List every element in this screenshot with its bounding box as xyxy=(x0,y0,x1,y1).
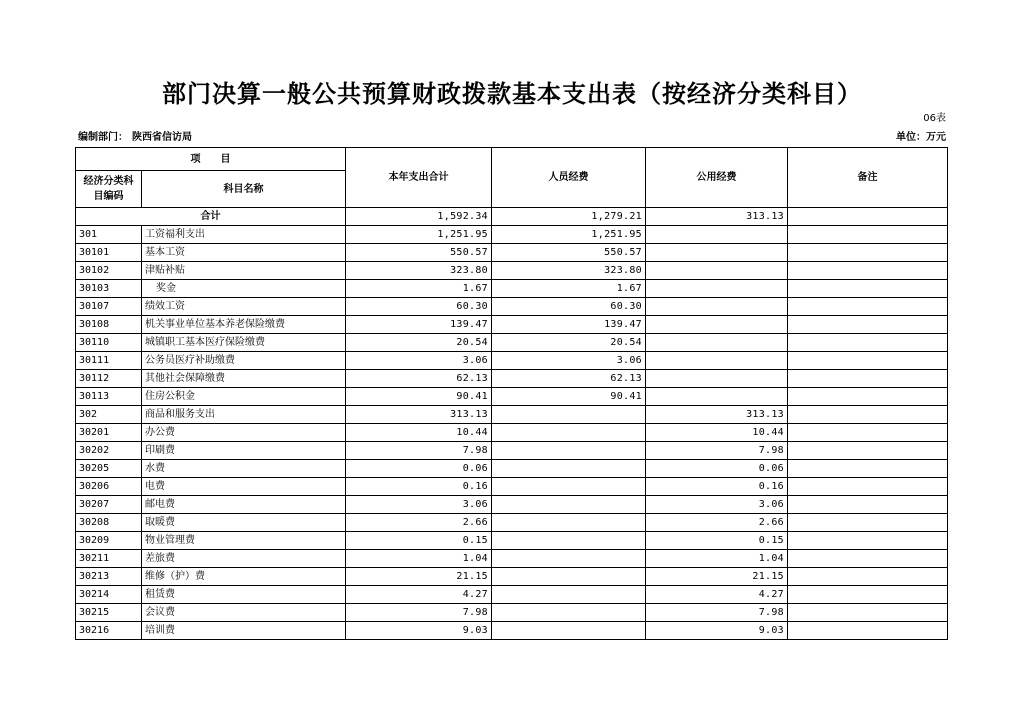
row-public xyxy=(646,280,788,298)
row-total: 2.66 xyxy=(346,514,492,532)
row-remark xyxy=(788,316,948,334)
row-public: 7.98 xyxy=(646,442,788,460)
row-remark xyxy=(788,622,948,640)
row-remark xyxy=(788,226,948,244)
row-public: 3.06 xyxy=(646,496,788,514)
row-personnel xyxy=(492,550,646,568)
row-name: 租赁费 xyxy=(142,586,346,604)
table-row xyxy=(76,352,948,370)
row-total: 9.03 xyxy=(346,622,492,640)
header-total: 本年支出合计 xyxy=(346,148,492,208)
row-total: 20.54 xyxy=(346,334,492,352)
row-code: 30202 xyxy=(76,442,142,460)
row-name: 物业管理费 xyxy=(142,532,346,550)
table-row xyxy=(76,370,948,388)
row-code: 30214 xyxy=(76,586,142,604)
row-total: 7.98 xyxy=(346,604,492,622)
row-public: 7.98 xyxy=(646,604,788,622)
table-row xyxy=(76,460,948,478)
row-personnel: 1,251.95 xyxy=(492,226,646,244)
table-row xyxy=(76,568,948,586)
department-label: 编制部门： xyxy=(78,132,128,143)
row-code: 30216 xyxy=(76,622,142,640)
row-total: 1.67 xyxy=(346,280,492,298)
table-row xyxy=(76,514,948,532)
table-row xyxy=(76,334,948,352)
row-total: 1.04 xyxy=(346,550,492,568)
row-total: 313.13 xyxy=(346,406,492,424)
total-label: 合计 xyxy=(76,208,346,226)
row-personnel xyxy=(492,604,646,622)
row-code: 30112 xyxy=(76,370,142,388)
row-name: 基本工资 xyxy=(142,244,346,262)
row-public: 2.66 xyxy=(646,514,788,532)
header-remark: 备注 xyxy=(788,148,948,208)
header-personnel: 人员经费 xyxy=(492,148,646,208)
row-remark xyxy=(788,298,948,316)
row-code: 30113 xyxy=(76,388,142,406)
row-personnel: 90.41 xyxy=(492,388,646,406)
table-row xyxy=(76,244,948,262)
row-public: 9.03 xyxy=(646,622,788,640)
row-personnel: 20.54 xyxy=(492,334,646,352)
row-personnel xyxy=(492,406,646,424)
row-name: 会议费 xyxy=(142,604,346,622)
row-name: 机关事业单位基本养老保险缴费 xyxy=(142,316,346,334)
row-total: 4.27 xyxy=(346,586,492,604)
row-name: 邮电费 xyxy=(142,496,346,514)
table-row xyxy=(76,532,948,550)
header-public: 公用经费 xyxy=(646,148,788,208)
row-personnel: 3.06 xyxy=(492,352,646,370)
row-name: 城镇职工基本医疗保险缴费 xyxy=(142,334,346,352)
table-row xyxy=(76,406,948,424)
row-public xyxy=(646,316,788,334)
row-total: 7.98 xyxy=(346,442,492,460)
row-personnel xyxy=(492,424,646,442)
row-code: 30206 xyxy=(76,478,142,496)
row-name: 工资福利支出 xyxy=(142,226,346,244)
row-total: 550.57 xyxy=(346,244,492,262)
row-public: 313.13 xyxy=(646,406,788,424)
row-name: 差旅费 xyxy=(142,550,346,568)
total-amount: 1,592.34 xyxy=(346,208,492,226)
table-row xyxy=(76,280,948,298)
row-personnel xyxy=(492,442,646,460)
unit-label: 单位：万元 xyxy=(896,132,946,143)
row-code: 30215 xyxy=(76,604,142,622)
row-total: 62.13 xyxy=(346,370,492,388)
page-title: 部门决算一般公共预算财政拨款基本支出表（按经济分类科目） xyxy=(162,80,862,108)
row-remark xyxy=(788,568,948,586)
row-personnel: 550.57 xyxy=(492,244,646,262)
row-public xyxy=(646,388,788,406)
row-name: 住房公积金 xyxy=(142,388,346,406)
row-remark xyxy=(788,514,948,532)
table-row xyxy=(76,262,948,280)
row-code: 30103 xyxy=(76,280,142,298)
row-public: 0.15 xyxy=(646,532,788,550)
row-total: 0.15 xyxy=(346,532,492,550)
form-number: 06表 xyxy=(923,113,946,124)
row-public xyxy=(646,298,788,316)
row-name: 绩效工资 xyxy=(142,298,346,316)
row-personnel: 139.47 xyxy=(492,316,646,334)
row-public: 0.16 xyxy=(646,478,788,496)
table-row xyxy=(76,424,948,442)
table-row xyxy=(76,298,948,316)
row-code: 30102 xyxy=(76,262,142,280)
total-public: 313.13 xyxy=(646,208,788,226)
row-name: 电费 xyxy=(142,478,346,496)
row-remark xyxy=(788,334,948,352)
row-public xyxy=(646,370,788,388)
row-code: 30108 xyxy=(76,316,142,334)
row-remark xyxy=(788,478,948,496)
row-remark xyxy=(788,406,948,424)
row-code: 30213 xyxy=(76,568,142,586)
total-personnel: 1,279.21 xyxy=(492,208,646,226)
row-personnel: 323.80 xyxy=(492,262,646,280)
row-total: 3.06 xyxy=(346,496,492,514)
row-remark xyxy=(788,262,948,280)
row-code: 30107 xyxy=(76,298,142,316)
row-personnel xyxy=(492,514,646,532)
row-name: 取暖费 xyxy=(142,514,346,532)
row-total: 21.15 xyxy=(346,568,492,586)
total-row xyxy=(76,208,948,226)
row-code: 30207 xyxy=(76,496,142,514)
row-remark xyxy=(788,244,948,262)
row-public xyxy=(646,226,788,244)
row-code: 30201 xyxy=(76,424,142,442)
table-row xyxy=(76,604,948,622)
row-total: 139.47 xyxy=(346,316,492,334)
row-public xyxy=(646,334,788,352)
department-line xyxy=(78,128,192,143)
row-personnel xyxy=(492,478,646,496)
table-row xyxy=(76,316,948,334)
header-project: 项 目 xyxy=(76,148,346,171)
row-public: 0.06 xyxy=(646,460,788,478)
row-remark xyxy=(788,496,948,514)
row-code: 30205 xyxy=(76,460,142,478)
row-public: 4.27 xyxy=(646,586,788,604)
row-public xyxy=(646,352,788,370)
row-code: 301 xyxy=(76,226,142,244)
row-remark xyxy=(788,550,948,568)
row-total: 323.80 xyxy=(346,262,492,280)
row-public: 10.44 xyxy=(646,424,788,442)
row-total: 60.30 xyxy=(346,298,492,316)
table-row xyxy=(76,550,948,568)
row-remark xyxy=(788,442,948,460)
row-public: 1.04 xyxy=(646,550,788,568)
row-name: 奖金 xyxy=(142,280,346,298)
row-name: 商品和服务支出 xyxy=(142,406,346,424)
row-remark xyxy=(788,604,948,622)
table-row xyxy=(76,496,948,514)
row-total: 90.41 xyxy=(346,388,492,406)
row-remark xyxy=(788,370,948,388)
table-row xyxy=(76,442,948,460)
row-name: 公务员医疗补助缴费 xyxy=(142,352,346,370)
row-remark xyxy=(788,352,948,370)
row-personnel xyxy=(492,460,646,478)
row-personnel xyxy=(492,568,646,586)
row-total: 10.44 xyxy=(346,424,492,442)
row-remark xyxy=(788,280,948,298)
row-total: 1,251.95 xyxy=(346,226,492,244)
row-name: 办公费 xyxy=(142,424,346,442)
row-code: 30209 xyxy=(76,532,142,550)
row-total: 0.16 xyxy=(346,478,492,496)
row-name: 培训费 xyxy=(142,622,346,640)
table-row xyxy=(76,586,948,604)
row-personnel xyxy=(492,496,646,514)
header-code: 经济分类科目编码 xyxy=(76,171,142,208)
row-code: 30211 xyxy=(76,550,142,568)
row-code: 30111 xyxy=(76,352,142,370)
row-public xyxy=(646,262,788,280)
row-remark xyxy=(788,532,948,550)
table-row xyxy=(76,388,948,406)
expenditure-table xyxy=(75,147,948,640)
row-personnel: 62.13 xyxy=(492,370,646,388)
row-public xyxy=(646,244,788,262)
row-name: 印刷费 xyxy=(142,442,346,460)
row-code: 302 xyxy=(76,406,142,424)
row-total: 3.06 xyxy=(346,352,492,370)
row-name: 维修（护）费 xyxy=(142,568,346,586)
header-name: 科目名称 xyxy=(142,171,346,208)
row-total: 0.06 xyxy=(346,460,492,478)
row-code: 30208 xyxy=(76,514,142,532)
table-row xyxy=(76,226,948,244)
row-remark xyxy=(788,460,948,478)
row-remark xyxy=(788,424,948,442)
row-code: 30101 xyxy=(76,244,142,262)
row-remark xyxy=(788,388,948,406)
department-name: 陕西省信访局 xyxy=(132,132,192,143)
row-personnel xyxy=(492,586,646,604)
total-remark xyxy=(788,208,948,226)
row-code: 30110 xyxy=(76,334,142,352)
row-personnel xyxy=(492,622,646,640)
row-personnel xyxy=(492,532,646,550)
row-remark xyxy=(788,586,948,604)
table-row xyxy=(76,622,948,640)
row-name: 津贴补贴 xyxy=(142,262,346,280)
row-name: 其他社会保障缴费 xyxy=(142,370,346,388)
table-row xyxy=(76,478,948,496)
row-personnel: 1.67 xyxy=(492,280,646,298)
row-name: 水费 xyxy=(142,460,346,478)
row-personnel: 60.30 xyxy=(492,298,646,316)
row-public: 21.15 xyxy=(646,568,788,586)
